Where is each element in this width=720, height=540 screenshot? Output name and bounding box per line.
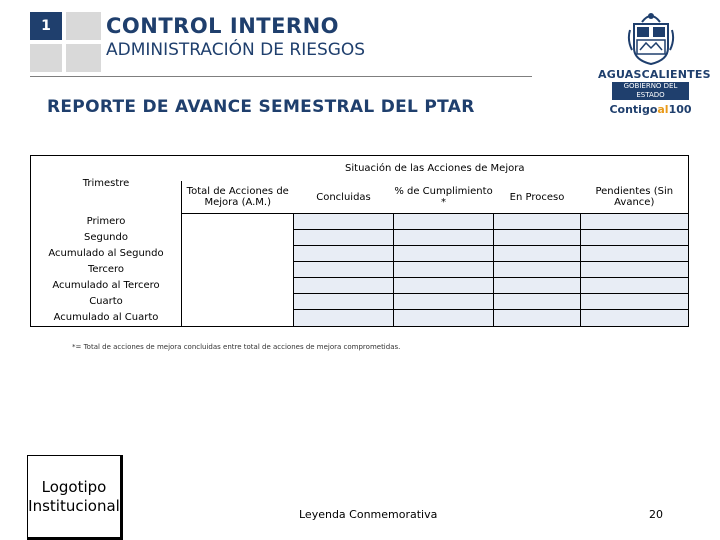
- table-cell[interactable]: [581, 310, 689, 327]
- table-cell[interactable]: [494, 310, 581, 327]
- row-label: Tercero: [31, 262, 182, 278]
- col-header-pendientes: Pendientes (Sin Avance): [581, 181, 689, 214]
- table-cell[interactable]: [394, 230, 494, 246]
- table-row: [31, 214, 689, 230]
- table-cell[interactable]: [581, 214, 689, 230]
- decor-square-bottom-right: [66, 44, 101, 72]
- decor-square-top: [66, 12, 101, 40]
- table-cell[interactable]: [494, 246, 581, 262]
- page-number: 20: [649, 508, 663, 521]
- table-cell[interactable]: [581, 246, 689, 262]
- row-label: Acumulado al Segundo: [31, 246, 182, 262]
- table-cell[interactable]: [394, 214, 494, 230]
- institutional-logo-placeholder: Logotipo Institucional: [27, 455, 123, 540]
- table-cell[interactable]: [294, 214, 394, 230]
- table-cell[interactable]: [294, 230, 394, 246]
- commemorative-legend: Leyenda Conmemorativa: [299, 508, 438, 521]
- slide-number-badge: 1: [30, 12, 62, 40]
- table-cell[interactable]: [581, 294, 689, 310]
- row-label: Acumulado al Tercero: [31, 278, 182, 294]
- government-label: GOBIERNO DEL ESTADO: [612, 82, 689, 100]
- report-title: REPORTE DE AVANCE SEMESTRAL DEL PTAR: [47, 97, 475, 117]
- table-cell[interactable]: [394, 294, 494, 310]
- table-row: [31, 278, 689, 294]
- table-cell[interactable]: [294, 310, 394, 327]
- row-label: Segundo: [31, 230, 182, 246]
- col-header-en-proceso: En Proceso: [494, 181, 581, 214]
- row-label: Acumulado al Cuarto: [31, 310, 182, 327]
- total-acciones-cell[interactable]: [182, 214, 294, 327]
- table-cell[interactable]: [581, 278, 689, 294]
- page-title: CONTROL INTERNO: [106, 14, 340, 38]
- table-cell[interactable]: [494, 294, 581, 310]
- table-cell[interactable]: [494, 278, 581, 294]
- table-cell[interactable]: [394, 246, 494, 262]
- table-footnote: *= Total de acciones de mejora concluidas entre total de acciones de mejora comprometidas.: [72, 343, 401, 351]
- group-header: Situación de las Acciones de Mejora: [182, 156, 689, 182]
- coat-of-arms-icon: [626, 10, 676, 66]
- col-header-concluidas: Concluidas: [294, 181, 394, 214]
- table-cell[interactable]: [294, 246, 394, 262]
- table-cell[interactable]: [394, 262, 494, 278]
- table-row: [31, 294, 689, 310]
- table-cell[interactable]: [394, 278, 494, 294]
- ptar-progress-table: [30, 155, 689, 327]
- header-divider: [30, 76, 532, 77]
- table-cell[interactable]: [294, 294, 394, 310]
- table-row: [31, 246, 689, 262]
- table-cell[interactable]: [581, 230, 689, 246]
- table-cell[interactable]: [294, 278, 394, 294]
- table-cell[interactable]: [581, 262, 689, 278]
- row-label: Primero: [31, 214, 182, 230]
- table-cell[interactable]: [494, 262, 581, 278]
- col-header-total: Total de Acciones de Mejora (A.M.): [182, 181, 294, 214]
- table-cell[interactable]: [294, 262, 394, 278]
- page-subtitle: ADMINISTRACIÓN DE RIESGOS: [106, 40, 366, 60]
- table-row: [31, 262, 689, 278]
- table-cell[interactable]: [394, 310, 494, 327]
- table-row: [31, 230, 689, 246]
- row-label: Cuarto: [31, 294, 182, 310]
- state-logo: [598, 10, 711, 116]
- slogan: Contigoal100: [609, 103, 692, 116]
- table-cell[interactable]: [494, 214, 581, 230]
- decor-square-bottom-left: [30, 44, 62, 72]
- table-cell[interactable]: [494, 230, 581, 246]
- state-name: AGUASCALIENTES: [598, 68, 711, 81]
- row-header-trimestre: Trimestre: [31, 156, 182, 214]
- col-header-cumplimiento: % de Cumplimiento *: [394, 181, 494, 214]
- table-row: [31, 310, 689, 327]
